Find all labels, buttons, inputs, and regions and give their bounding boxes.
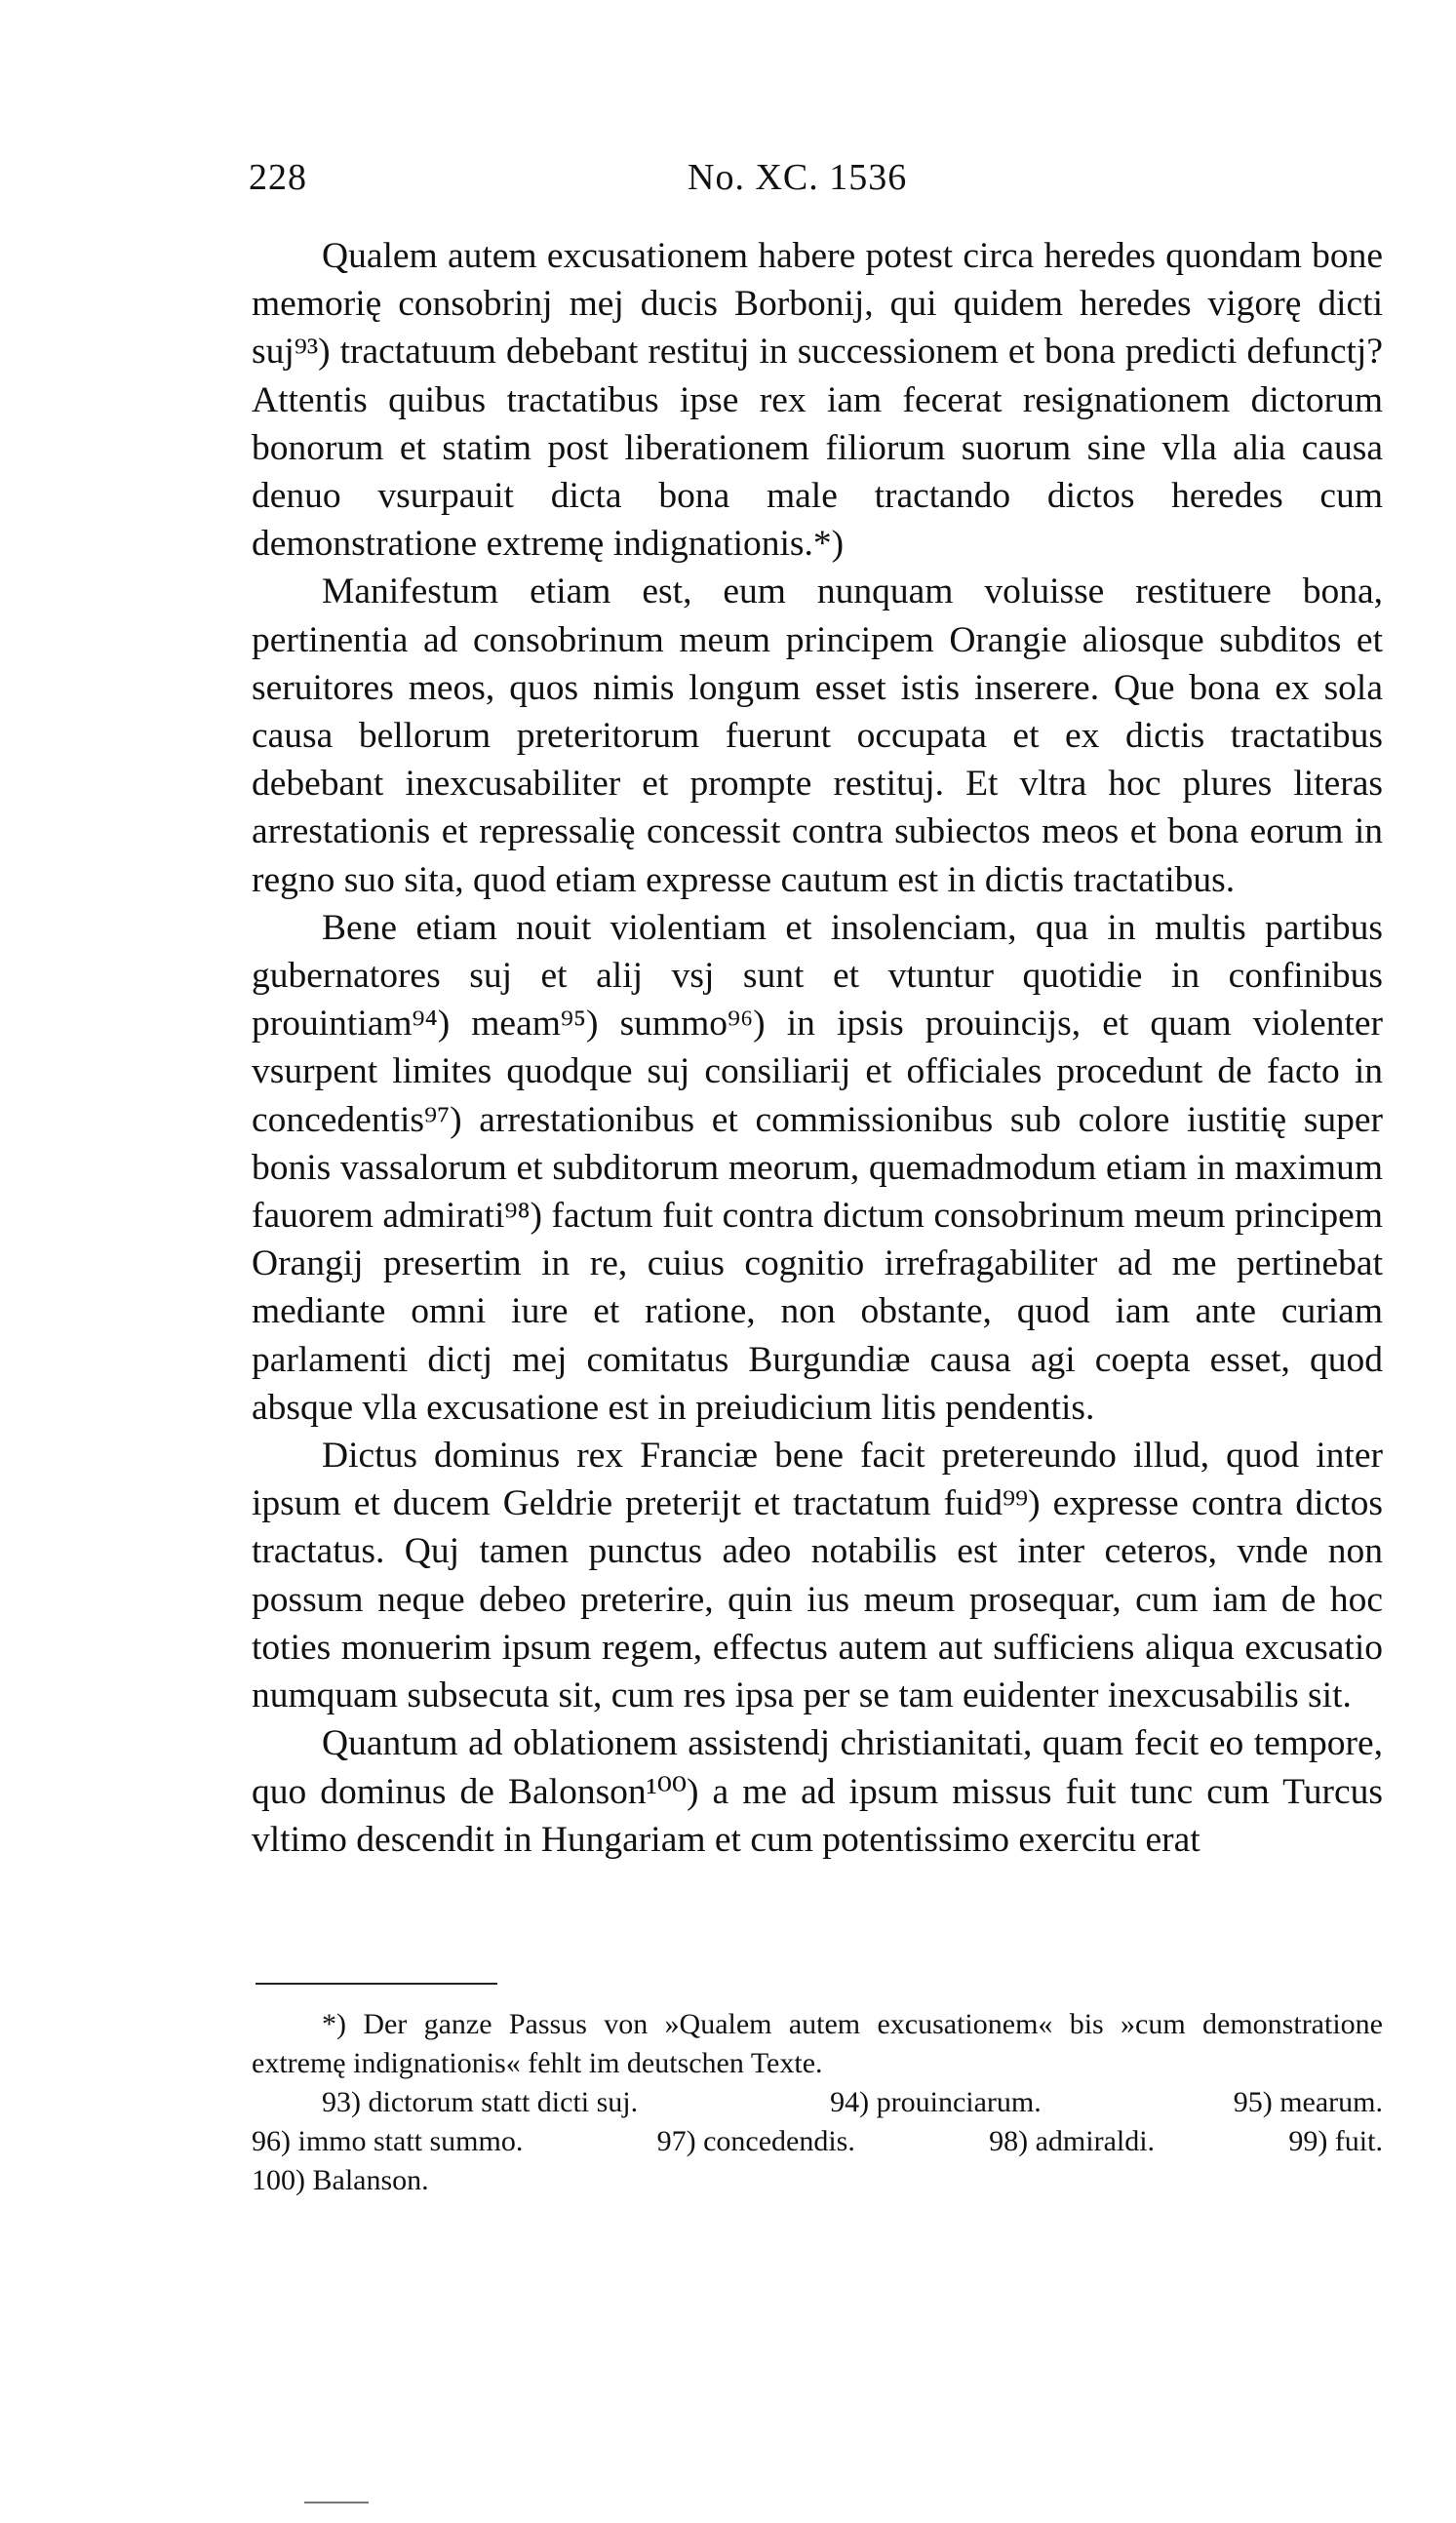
footnote-separator — [256, 1983, 497, 1985]
footnote-98: 98) admiraldi. — [989, 2125, 1156, 2157]
footnote-row — [252, 2083, 1383, 2122]
bottom-mark — [304, 2502, 369, 2503]
footnote-96: 96) immo statt summo. — [252, 2125, 524, 2157]
running-header — [249, 156, 1382, 224]
footnote-94: 94) prouinciarum. — [830, 2086, 1042, 2118]
footnotes — [252, 2005, 1383, 2200]
page-number: 228 — [249, 157, 307, 198]
footnote-97: 97) concedendis. — [656, 2125, 855, 2157]
paragraph: Manifestum etiam est, eum nunquam voluisse restituere bona, pertinentia ad consobrinum meum principem Orangie aliosque subditos et seruitores meos, quos nimis longum esset istis inserere. Que bona ex sola causa bellorum preteritorum fuerunt occupata et ex dictis tractatibus debebant inexcusabiliter et prompte restituj. Et vltra hoc plures literas arrestationis et repressalię concessit contra subiectos meos et bona eorum in regno suo sita, quod etiam expresse cautum est in dictis tractatibus. — [252, 572, 1383, 900]
footnote-99: 99) fuit. — [1288, 2125, 1383, 2157]
footnote-row — [252, 2122, 1383, 2161]
paragraph: Bene etiam nouit violentiam et insolenciam, qua in multis partibus gubernatores suj et alij vsj sunt et vtuntur quotidie in confinibus prouintiam⁹⁴) meam⁹⁵) summo⁹⁶) in ipsis prouincijs, et quam violenter vsurpent limites quodque suj consiliarij et officiales procedunt de facto in concedentis⁹⁷) arrestationibus et commissionibus sub colore iustitię super bonis vassalorum et subditorum meorum, quemadmodum etiam in maximum fauorem admirati⁹⁸) factum fuit contra dictum consobrinum meum principem Orangij presertim in re, cuius cognitio irrefragabiliter ad me pertinebat mediante omni iure et ratione, non obstante, quod iam ante curiam parlamenti dictj mej comitatus Burgundiæ causa agi coepta esset, quod absque vlla excusatione est in preiudicium litis pendentis. — [252, 907, 1383, 1428]
paragraph: Quantum ad oblationem assistendj christianitati, quam fecit eo tempore, quo dominus de Balonson¹⁰⁰) a me ad ipsum missus fuit tunc cum Turcus vltimo descendit in Hungariam et cum potentissimo exercitu erat — [252, 1723, 1383, 1860]
footnote-100: 100) Balanson. — [252, 2164, 429, 2196]
document-number: No. XC. 1536 — [688, 157, 908, 198]
footnote-row — [252, 2161, 1383, 2200]
footnote-93: 93) dictorum statt dicti suj. — [322, 2086, 639, 2118]
paragraph: Qualem autem excusationem habere potest circa heredes quondam bone memorię consobrinj mej ducis Borbonij, qui quidem heredes vigorę dicti suj⁹³) tractatuum debebant restituj in successionem et bona predicti defunctj? Attentis quibus tractatibus ipse rex iam fecerat resignationem dictorum bonorum et statim post liberationem filiorum suorum sine vlla alia causa denuo vsurpauit dicta bona male tractando dictos heredes cum demonstratione extremę indignationis.*) — [252, 236, 1383, 565]
footnote-95: 95) mearum. — [1233, 2086, 1383, 2118]
main-text — [252, 232, 1383, 1864]
paragraph: Dictus dominus rex Franciæ bene facit pretereundo illud, quod inter ipsum et ducem Geldrie preterijt et tractatum fuid⁹⁹) expresse contra dictos tractatus. Quj tamen punctus adeo notabilis est inter ceteros, vnde non possum neque debeo preterire, quin ius meum prosequar, cum iam de hoc toties monuerim ipsum regem, effectus autem aut sufficiens aliqua excusatio numquam subsecuta sit, cum res ipsa per se tam euidenter inexcusabilis sit. — [252, 1436, 1383, 1716]
footnote-star: *) Der ganze Passus von »Qualem autem excusationem« bis »cum demonstratione extremę indignationis« fehlt im deutschen Texte. — [252, 2008, 1383, 2079]
